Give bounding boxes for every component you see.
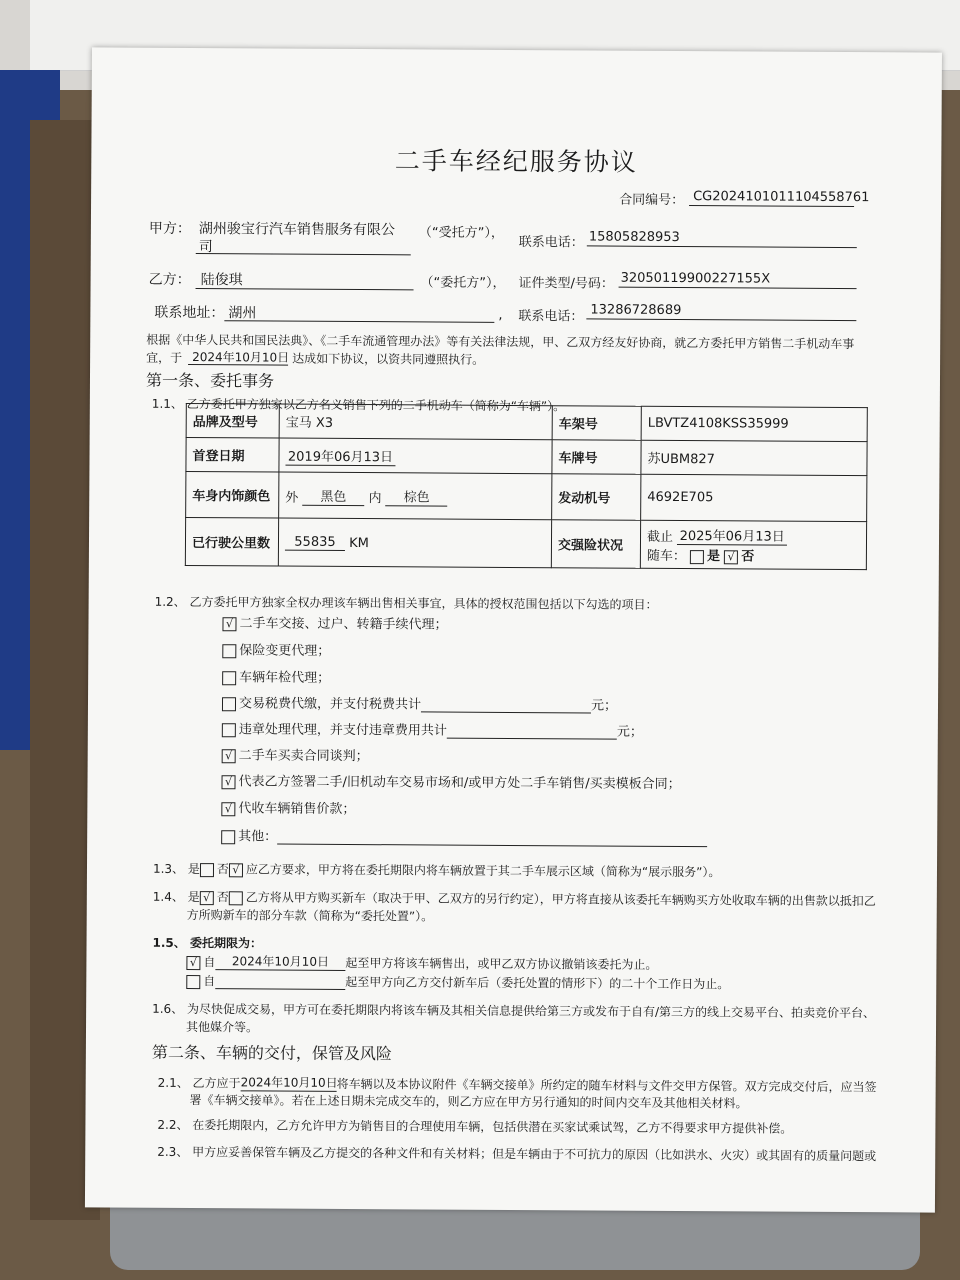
clause-1-4-no-checkbox[interactable] <box>229 891 243 905</box>
clause-1-4-yes-checkbox[interactable]: √ <box>200 891 214 905</box>
mileage-unit: KM <box>349 535 369 551</box>
address: 湖州 <box>228 305 257 322</box>
vin-value: LBVTZ4108KSS35999 <box>641 406 867 441</box>
mileage-label: 已行驶公里数 <box>185 517 278 566</box>
clause-1-3 <box>153 860 720 880</box>
clause-1-3-yes-label: 1.3、 是 <box>152 861 200 877</box>
option-collect-payment-label: 代收车辆销售价款； <box>238 801 356 818</box>
clause-1-3-text: 应乙方要求，甲方将在委托期限内将车辆放置于其二手车展示区域（简称为“展示服务”）。 <box>245 862 721 880</box>
exterior-color: 黑色 <box>302 485 364 505</box>
insurance-label: 交强险状况 <box>551 520 640 569</box>
clause-1-5-option-b <box>186 972 729 992</box>
option-tax-unit: 元； <box>590 698 618 714</box>
clause-1-4-no-label: 否 <box>216 890 229 905</box>
option-sign-contract <box>221 770 680 792</box>
option-insurance-checkbox[interactable] <box>222 644 236 658</box>
brand-label: 品牌及型号 <box>186 403 279 438</box>
option-inspection <box>222 666 330 686</box>
option-insurance-label: 保险变更代理； <box>239 643 331 659</box>
option-other-field[interactable] <box>277 830 707 848</box>
option-other-checkbox[interactable] <box>221 830 235 844</box>
clause-1-5-b-checkbox[interactable] <box>186 974 200 988</box>
option-violation-amount[interactable] <box>447 724 617 740</box>
option-handover-checkbox[interactable]: √ <box>222 617 236 631</box>
clause-2-2: 2.2、 在委托期限内，乙方允许甲方为销售目的合理使用车辆，包括供潜在买家试乘试驾，乙方不得要求甲方提供补偿。 <box>157 1117 793 1136</box>
party-b-name: 陆俊琪 <box>200 272 243 289</box>
engine-label: 发动机号 <box>552 474 641 521</box>
clause-1-3-yes-checkbox[interactable] <box>200 863 214 877</box>
clause-1-5-a-text: 起至甲方将该车辆售出，或甲乙双方协议撤销该委托为止。 <box>345 955 658 972</box>
reg-date-label: 首登日期 <box>186 437 279 472</box>
option-tax-amount[interactable] <box>421 697 591 713</box>
reg-date-value: 2019年06月13日 <box>285 445 395 466</box>
insurance-until: 2025年06月13日 <box>677 525 787 546</box>
party-a-phone-label: 联系电话： <box>518 235 584 251</box>
color-label: 车身内饰颜色 <box>186 471 279 518</box>
party-a-name-line2: 司 <box>198 239 213 256</box>
clause-1-4-yes-label: 1.4、 是 <box>152 889 200 905</box>
option-other-label: 其他： <box>238 829 278 845</box>
clause-1-3-no-checkbox[interactable]: √ <box>229 863 243 877</box>
option-handover <box>222 612 447 632</box>
clause-1-5-a-date: 2024年10月10日 <box>215 952 345 971</box>
option-handover-label: 二手车交接、过户、转籍手续代理； <box>239 616 448 633</box>
interior-label: 内 <box>368 490 382 506</box>
clause-1-6-line2: 其他媒介等。 <box>185 1019 259 1035</box>
option-other <box>221 825 707 847</box>
clause-1-2: 1.2、 乙方委托甲方独家全权办理该车辆出售相关事宜，具体的授权范围包括以下勾选的项目： <box>154 594 658 612</box>
with-car-yes-label: 是 <box>707 549 721 565</box>
option-collect-payment-checkbox[interactable]: √ <box>221 802 235 816</box>
clause-1-5-b-date[interactable] <box>215 974 345 990</box>
insurance-until-label: 截止 <box>646 529 674 545</box>
clause-1-5-b-from: 自 <box>203 974 216 989</box>
option-violation-checkbox[interactable] <box>222 723 236 737</box>
exterior-label: 外 <box>285 490 299 506</box>
intro-line-1: 根据《中华人民共和国民法典》、《二手车流通管理办法》等有关法律法规，甲、乙双方经友好协商，就乙方委托甲方销售二手机动车事 <box>146 332 855 352</box>
vin-label: 车架号 <box>552 406 641 441</box>
clause-1-5-a-from: 自 <box>203 955 216 970</box>
option-negotiation-checkbox[interactable]: √ <box>222 749 236 763</box>
party-a-phone: 15805828953 <box>588 229 680 245</box>
with-car-yes-checkbox[interactable] <box>690 550 704 564</box>
option-insurance <box>222 639 330 659</box>
address-label: 联系地址： <box>154 304 225 322</box>
clause-2-1-date: 2024年10月10日 <box>240 1075 338 1090</box>
party-b-phone-label: 联系电话： <box>518 309 584 325</box>
mileage-value: 55835 <box>285 534 345 550</box>
party-a-label: 甲方： <box>148 220 191 238</box>
option-inspection-label: 车辆年检代理； <box>239 670 331 686</box>
clause-2-1-prefix: 2.1、 乙方应于 <box>157 1075 241 1091</box>
document-title: 二手车经纪服务协议 <box>394 146 638 177</box>
engine-value: 4692E705 <box>641 474 867 521</box>
clause-2-1-line2: 署《车辆交接单》。若在上述日期未完成交车的，则乙方应在甲方另行通知的时间内交车及其他相关材料。 <box>189 1093 748 1111</box>
clause-1-5-label: 1.5、 委托期限为： <box>152 935 263 951</box>
plate-label: 车牌号 <box>552 440 641 475</box>
brand-value: 宝马 X3 <box>279 404 552 440</box>
section-2-title: 第二条、车辆的交付，保管及风险 <box>151 1042 392 1064</box>
party-b-phone: 13286728689 <box>590 302 682 319</box>
clause-1-1: 1.1、 乙方委托甲方独家以乙方名义销售下列的二手机动车（简称为“车辆”）。 <box>151 396 566 414</box>
option-tax <box>222 692 617 713</box>
color-cell <box>279 472 552 520</box>
intro-prefix: 宜，于 <box>146 350 183 365</box>
contract-page: 二手车经纪服务协议 合同编号： CG2024101011104558761 甲方： 湖州骏宝行汽车销售服务有限公 司 （“受托方”）， 联系电话： 15805828953 乙方： 陆俊琪 （“委托方”）， 证件类型/号码： 32050119900227155X 联系地址： 湖州 , 联系电话： 13286728689 根据《中华人民共和国民法典》、《二手车流通管理办法》等有关法律法规，甲、乙双方经友好协商，就乙方委托甲方销售二手机动车事 宜，于 2024年10月10日 达成如下协议，以资共同遵照执行。 第一条、委托事务 1.1、 乙方委托甲方独家以乙方名义销售下列的二手机动车（简称为“车辆”）。 品牌及型号 宝马 X3 车架号 LBVTZ4108KSS35999 首登日期 2019年06月13日 车牌号 苏UBM827 车身内饰颜色 外 黑色 内 棕色 发动机号 4692E705 已行驶公里数 55835 KM 交强险状况 截止 2025年06月13日 随车： 是 √ 否 1.2、 乙方委托甲方独家全权办理该车辆出售相关事宜，具体的授权范围包括以下勾选的项目： √ 二手车交接、过户、转籍手续代理； 保险变更代理； 车辆年检代理； 交易税费代缴，并支付税费共计 元； 违章处理代理，并支付违章费用共计 元； √ 二手车买卖合同谈判； √ 代表乙方签署二手/旧机动车交易市场和/或甲方处二手车销售/买卖模板合同； √ 代收车辆销售价款； 其他： 1.3、 是 否 √ 应乙方要求，甲方将在委托期限内将车辆放置于其二手车展示区域（简称为“展示服务”）。 1.4、 是 √ 否 乙方将从甲方购买新车（取决于甲、乙双方的另行约定），甲方将直接从该委托车辆购买方处收取车辆的出售款以抵扣乙 方所购新车的部分车款（简称为“委托处置”）。 1.5、 委托期限为： √ 自 2024年10月10日 起至甲方将该车辆售出，或甲乙双方协议撤销该委托为止。 自 起至甲方向乙方交付新车后（委托处置的情形下）的二十个工作日为止。 1.6、 为尽快促成交易，甲方可在委托期限内将该车辆及其相关信息提供给第三方或发布于自有/第三方的线上交易平台、拍卖竞价平台、 其他媒介等。 第二条、车辆的交付，保管及风险 2.1、 乙方应于2024年10月10日将车辆以及本协议附件《车辆交接单》所约定的随车材料与文件交甲方保管。双方完成交付后，应当签 署《车辆交接单》。若在上述日期未完成交车的，则乙方应在甲方另行通知的时间内交车及其他相关材料。 2.2、 在委托期限内，乙方允许甲方为销售目的合理使用车辆，包括供潜在买家试乘试驾，乙方不得要求甲方提供补偿。 2.3、 甲方应妥善保管车辆及乙方提交的各种文件和有关材料；但是车辆由于不可抗力的原因（比如洪水、火灾）或其固有的质量问题或 <box>85 47 942 1212</box>
clause-1-5-b-text: 起至甲方向乙方交付新车后（委托处置的情形下）的二十个工作日为止。 <box>345 974 730 992</box>
intro-suffix: 达成如下协议，以资共同遵照执行。 <box>292 351 485 367</box>
option-negotiation-label: 二手车买卖合同谈判； <box>238 748 369 765</box>
clause-1-6-line1: 1.6、 为尽快促成交易，甲方可在委托期限内将该车辆及其相关信息提供给第三方或发布于自有/第三方的线上交易平台、拍卖竞价平台、 <box>152 1001 876 1021</box>
with-car-label: 随车： <box>646 548 686 565</box>
option-tax-label: 交易税费代缴，并支付税费共计 <box>238 696 422 713</box>
option-sign-contract-label: 代表乙方签署二手/旧机动车交易市场和/或甲方处二手车销售/买卖模板合同； <box>238 774 681 793</box>
contract-number-label: 合同编号： <box>619 192 685 209</box>
intro-date: 2024年10月10日 <box>192 350 290 365</box>
party-a-name-line1: 湖州骏宝行汽车销售服务有限公 <box>198 221 395 239</box>
option-negotiation <box>222 744 369 764</box>
interior-color: 棕色 <box>386 486 448 506</box>
clause-2-3: 2.3、 甲方应妥善保管车辆及乙方提交的各种文件和有关材料；但是车辆由于不可抗力的原因（比如洪水、火灾）或其固有的质量问题或 <box>157 1144 877 1164</box>
reg-date-cell <box>279 438 552 474</box>
clause-1-4-text: 乙方将从甲方购买新车（取决于甲、乙双方的另行约定），甲方将直接从该委托车辆购买方处收取车辆的出售款以抵扣乙 <box>245 890 876 909</box>
party-b-label: 乙方： <box>148 271 191 289</box>
party-a-role: （“受托方”）， <box>418 225 504 241</box>
clause-2-1-text: 将车辆以及本协议附件《车辆交接单》所约定的随车材料与文件交甲方保管。双方完成交付后，应当签 <box>336 1076 877 1095</box>
option-sign-contract-checkbox[interactable]: √ <box>221 775 235 789</box>
party-b-id-number: 32050119900227155X <box>620 270 771 287</box>
clause-1-4-line2: 方所购新车的部分车款（简称为“委托处置”）。 <box>186 907 434 924</box>
option-violation-unit: 元； <box>616 724 643 740</box>
vehicle-info-table <box>185 403 868 570</box>
contract-number: CG2024101011104558761 <box>693 189 870 206</box>
plate-value: 苏UBM827 <box>641 440 867 475</box>
option-violation-label: 违章处理代理，并支付违章费用共计 <box>238 722 447 739</box>
section-1-title: 第一条、委托事务 <box>145 370 275 391</box>
mileage-cell <box>278 518 551 568</box>
clause-1-5-a-checkbox[interactable]: √ <box>186 955 200 969</box>
option-inspection-checkbox[interactable] <box>222 671 236 685</box>
with-car-no-checkbox[interactable]: √ <box>724 550 738 564</box>
option-collect-payment <box>221 797 355 817</box>
option-tax-checkbox[interactable] <box>222 697 236 711</box>
clause-1-3-no-label: 否 <box>216 862 229 877</box>
party-b-role: （“委托方”）， <box>420 275 506 291</box>
clause-1-5-option-a <box>186 952 657 973</box>
with-car-no-label: 否 <box>741 549 755 565</box>
option-violation <box>222 718 643 740</box>
insurance-cell <box>640 520 866 569</box>
party-b-id-label: 证件类型/号码： <box>518 276 615 292</box>
